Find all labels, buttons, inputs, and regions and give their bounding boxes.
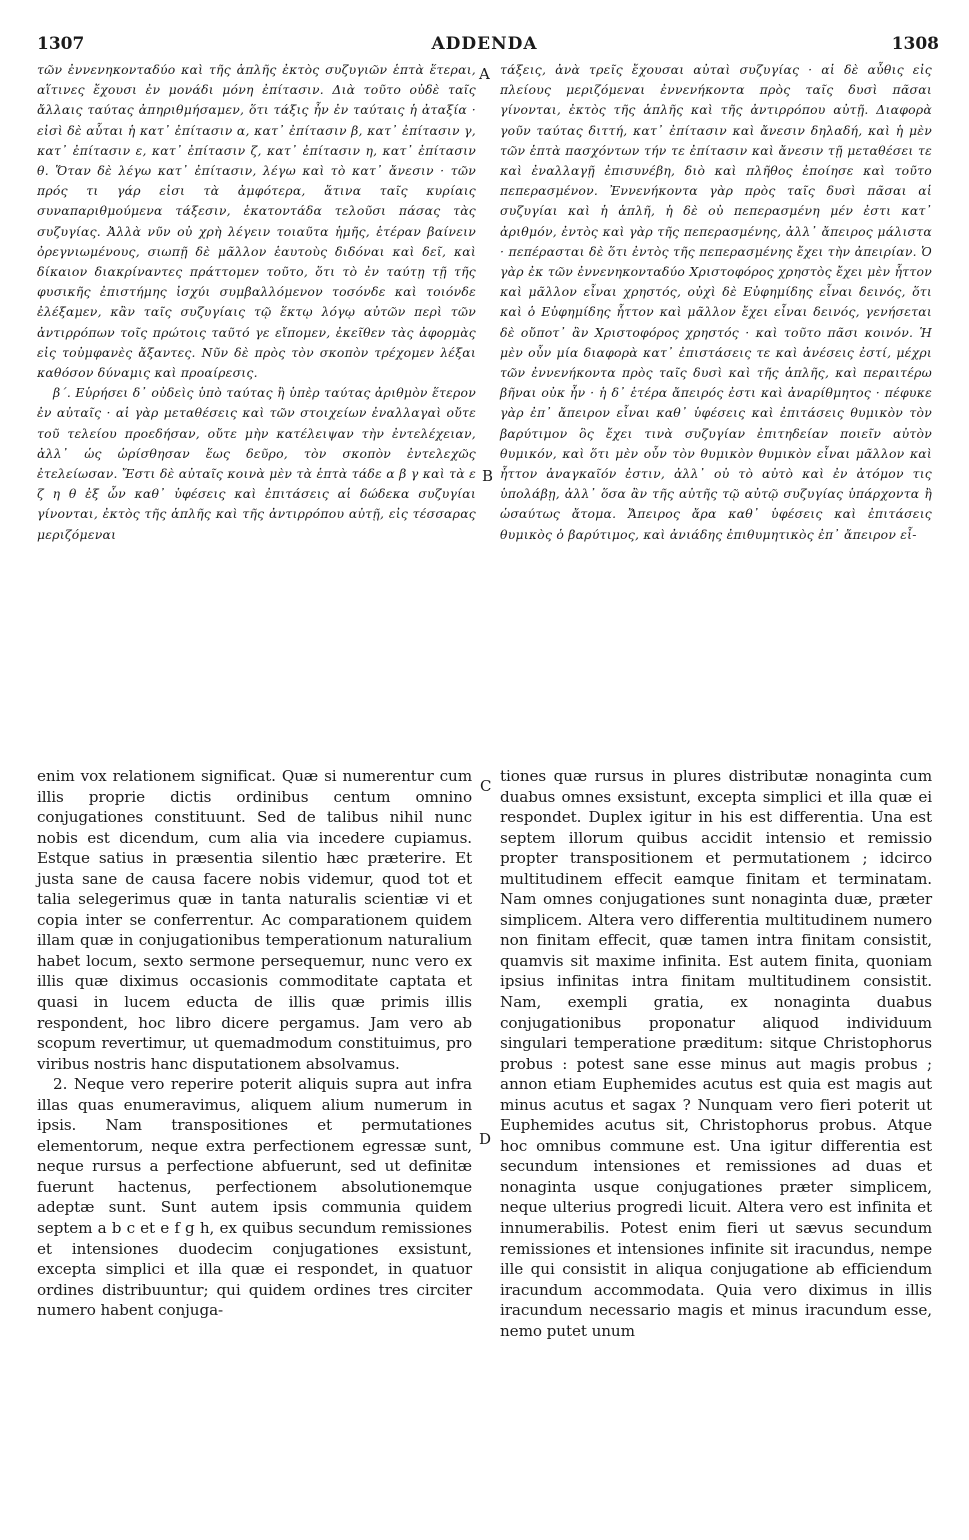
page-number-left: 1307 <box>37 34 85 54</box>
latin-paragraph: 2. Neque vero reperire poterit aliquis supra aut infra illas quas enumeravimus, aliquem alium numerum in ipsis. Nam transpositiones et permutationes elementorum, neque extra perfectionem egressæ sunt, neque rursus a perfectione abfuerunt, sed ut definitæ fuerunt hactenus, perfectionem absolutionemque adeptæ sunt. Sunt autem ipsis communia quidem septem a b c et e f g h, ex quibus secundum remissiones et intensiones duodecim conjugationes exsistunt, excepta simplici et illa quæ ei respondet, in quatuor ordines distribuuntur; qui quidem ordines tres circiter numero habent conjuga- <box>37 1075 472 1320</box>
latin-column-left <box>37 766 472 1536</box>
greek-paragraph: τῶν ἐννενηκονταδύο καὶ τῆς ἁπλῆς ἐκτὸς συζυγιῶν ἑπτὰ ἕτεραι, αἵτινες ἔχουσι ἐν μονάδι μόνη ἐπίτασιν. Διὰ τοῦτο οὐδὲ ταῖς ἄλλαις ταύτας ἀπηριθμήσαμεν, ὅτι τάξις ἦν ἐν ταύταις ἡ ἀταξία · εἰσὶ δὲ αὗται ἡ κατ᾿ ἐπίτασιν α, κατ᾿ ἐπίτασιν β, κατ᾿ ἐπίτασιν γ, κατ᾿ ἐπίτασιν ε, κατ᾿ ἐπίτασιν ζ, κατ᾿ ἐπίτασιν η, κατ᾿ ἐπίτασιν θ. Ὅταν δὲ λέγω κατ᾿ ἐπίτασιν, λέγω καὶ τὸ κατ᾿ ἄνεσιν · τῶν πρός τι γάρ εἰσι τὰ ἀμφότερα, ἅτινα ταῖς κυρίαις συναπαριθμούμενα τάξεσιν, ἑκατοντάδα τελοῦσι πάσας τὰς συζυγίας. Ἀλλὰ νῦν οὐ χρὴ λέγειν τοιαῦτα ἡμῆς, ἑτέραν βαίνειν ὀρεγνιωμένους, σιωπῇ δὲ μᾶλλον ἑαυτοὺς διδόναι καὶ δεῖ, καὶ δίκαιον διακρίναντες πράττομεν τοῦτο, ὅτι τὸ ἐν ταύτῃ τῇ τῆς φυσικῆς ἐπιστήμης ἰσχύι συμβαλλόμενον τοσόνδε καὶ τοιόνδε ἐλέξαμεν, κἂν ταῖς συζυγίαις τῷ ἕκτῳ λόγῳ αὐτῶν περὶ τῶν ἀντιρρόπων τοῖς πρώτοις ταῦτό γε εἴπομεν, ἐκεῖθεν τὰς ἀφορμὰς εἰς τοὐμφανὲς ἄξαντες. Νῦν δὲ πρὸς τὸν σκοπὸν τρέχομεν λέξαι καθόσον δύναμις καὶ προαίρεσις. <box>37 62 476 381</box>
margin-marker-c: C <box>480 777 492 795</box>
greek-column-left <box>37 60 476 740</box>
margin-marker-a: A <box>479 65 490 83</box>
running-title: ADDENDA <box>431 34 538 54</box>
page-header <box>0 0 969 60</box>
greek-paragraph: τάξεις, ἀνὰ τρεῖς ἔχουσαι αὐταὶ συζυγίας · αἱ δὲ αὖθις εἰς πλείους μεριζόμεναι ἐννενήκοντα πρὸς ταῖς δυσὶ πᾶσαι γίνονται, ἐκτὸς τῆς ἁπλῆς καὶ τῆς ἀντιρρόπου αὐτῇ. Διαφορὰ γοῦν ταύτας διττή, κατ᾿ ἐπίτασιν καὶ ἄνεσιν δηλαδή, καὶ ἡ μὲν τῶν ἑπτὰ πασχόντων τήν τε ἐπίτασιν καὶ ἄνεσιν τῇ μεταθέσει τε καὶ ἐναλλαγῇ ἐπισυνέβη, διὸ καὶ πλῆθος ἐποίησε καὶ τοῦτο πεπερασμένον. Ἐννενήκοντα γὰρ πρὸς ταῖς δυσὶ πᾶσαι αἱ συζυγίαι καὶ ἡ ἁπλῆ, ἡ δὲ οὐ πεπερασμένη μέν ἐστι κατ᾿ ἀριθμόν, ἐντὸς καὶ γὰρ τῆς πεπερασμένης, ἀλλ᾿ ἄπειρος μάλιστα · πεπέρασται δὲ ὅτι ἐντὸς τῆς πεπερασμένης ἔχει τὴν ἀπειρίαν. Ὁ γὰρ ἐκ τῶν ἐννενηκονταδύο Χριστοφόρος χρηστὸς ἔχει μὲν ἧττον καὶ μᾶλλον εἶναι χρηστός, οὐχὶ δὲ Εὐφημίδης εἶναι δεινός, ὅτι καὶ ὁ Εὐφημίδης ἧττον καὶ μᾶλλον ἔχει εἶναι δεινός, γενήσεται δὲ οὔποτ᾿ ἂν Χριστοφόρος χρηστός · καὶ τοῦτο πᾶσι κοινόν. Ἡ μὲν οὖν μία διαφορὰ κατ᾿ ἐπιστάσεις τε καὶ ἀνέσεις ἐστί, μέχρι τῶν ἐννενήκοντα πρὸς ταῖς δυσὶ καὶ τῆς ἁπλῆς, καὶ περαιτέρω βῆναι οὐκ ἦν · ἡ δ᾿ ἑτέρα ἄπειρός ἐστι καὶ ἀναρίθμητος · πέφυκε γὰρ ἐπ᾿ ἄπειρον εἶναι καθ᾿ ὑφέσεις καὶ ἐπιτάσεις θυμικὸν τὸν βαρύτιμον ὃς ἔχει τινὰ συζυγίαν ἐπιτηδείαν ποιεῖν αὐτὸν θυμικόν, καὶ ὅτι μὲν οὖν τὸν θυμικὸν θυμικὸν εἶναι μᾶλλον καὶ ἧττον ἀναγκαῖόν ἐστιν, ἀλλ᾿ οὐ τὸ αὐτὸ καὶ ἐν ἀτόμον τις ὑπολάβῃ, ἀλλ᾿ ὅσα ἂν τῆς αὐτῆς τῷ αὐτῷ συζυγίας ὑπάρχοντα ἢ ὡσαύτως ἄτομα. Ἄπειρος ἄρα καθ᾿ ὑφέσεις καὶ ἐπιτάσεις θυμικὸς ὁ βαρύτιμος, καὶ ἀνιάδης ἐπιθυμητικὸς ἐπ᾿ ἄπειρον εἶ- <box>500 62 932 542</box>
latin-column-right <box>500 766 932 1536</box>
latin-paragraph: tiones quæ rursus in plures distributæ nonaginta cum duabus omnes exsistunt, excepta simplici et illa quæ ei respondet. Duplex igitur in his est differentia. Una est septem illorum quibus accidit intensio et remissio propter transpositionem et permutationem ; idcirco multitudinem effecit eamque finitam et terminatam. Nam omnes conjugationes sunt nonaginta duæ, præter simplicem. Altera vero differentia multitudinem numero non finitam effecit, quæ tamen intra finitam consistit, quamvis sit maxime infinita. Est autem finita, quoniam ipsius infinitas intra finitam multitudinem consistit. Nam, exempli gratia, ex nonaginta duabus conjugationibus proponatur aliquod individuum singulari temperatione præditum: sitque Christophorus probus : potest sane esse minus aut magis probus ; annon etiam Euphemides acutus est quia est magis aut minus acutus et sagax ? Nunquam vero fieri poterit ut Euphemides acutus sit, Christophorus probus. Atque hoc omnibus commune est. Una igitur differentia est secundum intensiones et remissiones ad duas et nonaginta usque conjugationes præter simplicem, neque ulterius progredi licuit. Altera vero est infinita et innumerabilis. Potest enim fieri ut sævus secundum remissiones et intensiones infinite sit iracundus, nempe ille qui consistit in aliqua conjugatione ab efficiendum iracundum accommodata. Quia vero diximus in illis iracundum necessario magis et minus iracundum esse, nemo putet unum <box>500 767 932 1340</box>
greek-column-right <box>500 60 932 740</box>
page-number-right: 1308 <box>891 34 939 54</box>
greek-paragraph: β΄. Εὑρήσει δ᾿ οὐδεὶς ὑπὸ ταύτας ἢ ὑπὲρ ταύτας ἀριθμὸν ἕτερον ἐν αὐταῖς · αἱ γὰρ μεταθέσεις καὶ τῶν στοιχείων ἐναλλαγαὶ οὔτε τοῦ τελείου προεδήσαν, οὔτε μὴν κατέλειψαν τὴν ἐντελέχειαν, ἀλλ᾿ ὡς ὡρίσθησαν ἕως δεῦρο, τὸν σκοπὸν ἐντελεχῶς ἐτελείωσαν. Ἔστι δὲ αὐταῖς κοινὰ μὲν τὰ ἑπτὰ τάδε α β γ καὶ τὰ ε ζ η θ ἐξ ὧν καθ᾿ ὑφέσεις καὶ ἐπιτάσεις αἱ δώδεκα συζυγίαι γίνονται, ἐκτὸς τῆς ἁπλῆς καὶ τῆς ἀντιρρόπου αὐτῇ, εἰς τέσσαρας μεριζόμεναι <box>37 385 476 542</box>
margin-marker-b: B <box>482 467 494 485</box>
latin-paragraph: enim vox relationem significat. Quæ si numerentur cum illis proprie dictis ordinibus centum omnino conjugationes constituunt. Sed de talibus nihil nunc nobis est dicendum, cum alia via incedere cupiamus. Estque satius in præsentia silentio hæc præterire. Et justa sane de causa facere nobis videmur, quod tot et talia selegerimus quæ in tanta naturalis scientiæ vi et copia inter se conferrentur. Ac comparationem quidem illam quæ in conjugationibus temperationum naturalium habet locum, sexto sermone persequemur, nunc vero ex illis quæ diximus occasionis commoditate captata et quasi in lucem educta de illis quæ primis illis respondent, hoc libro dicere pergamus. Jam vero ab scopum revertimur, ut quemadmodum constituimus, pro viribus nostris hanc disputationem absolvamus. <box>37 767 472 1073</box>
margin-marker-d: D <box>479 1130 492 1148</box>
